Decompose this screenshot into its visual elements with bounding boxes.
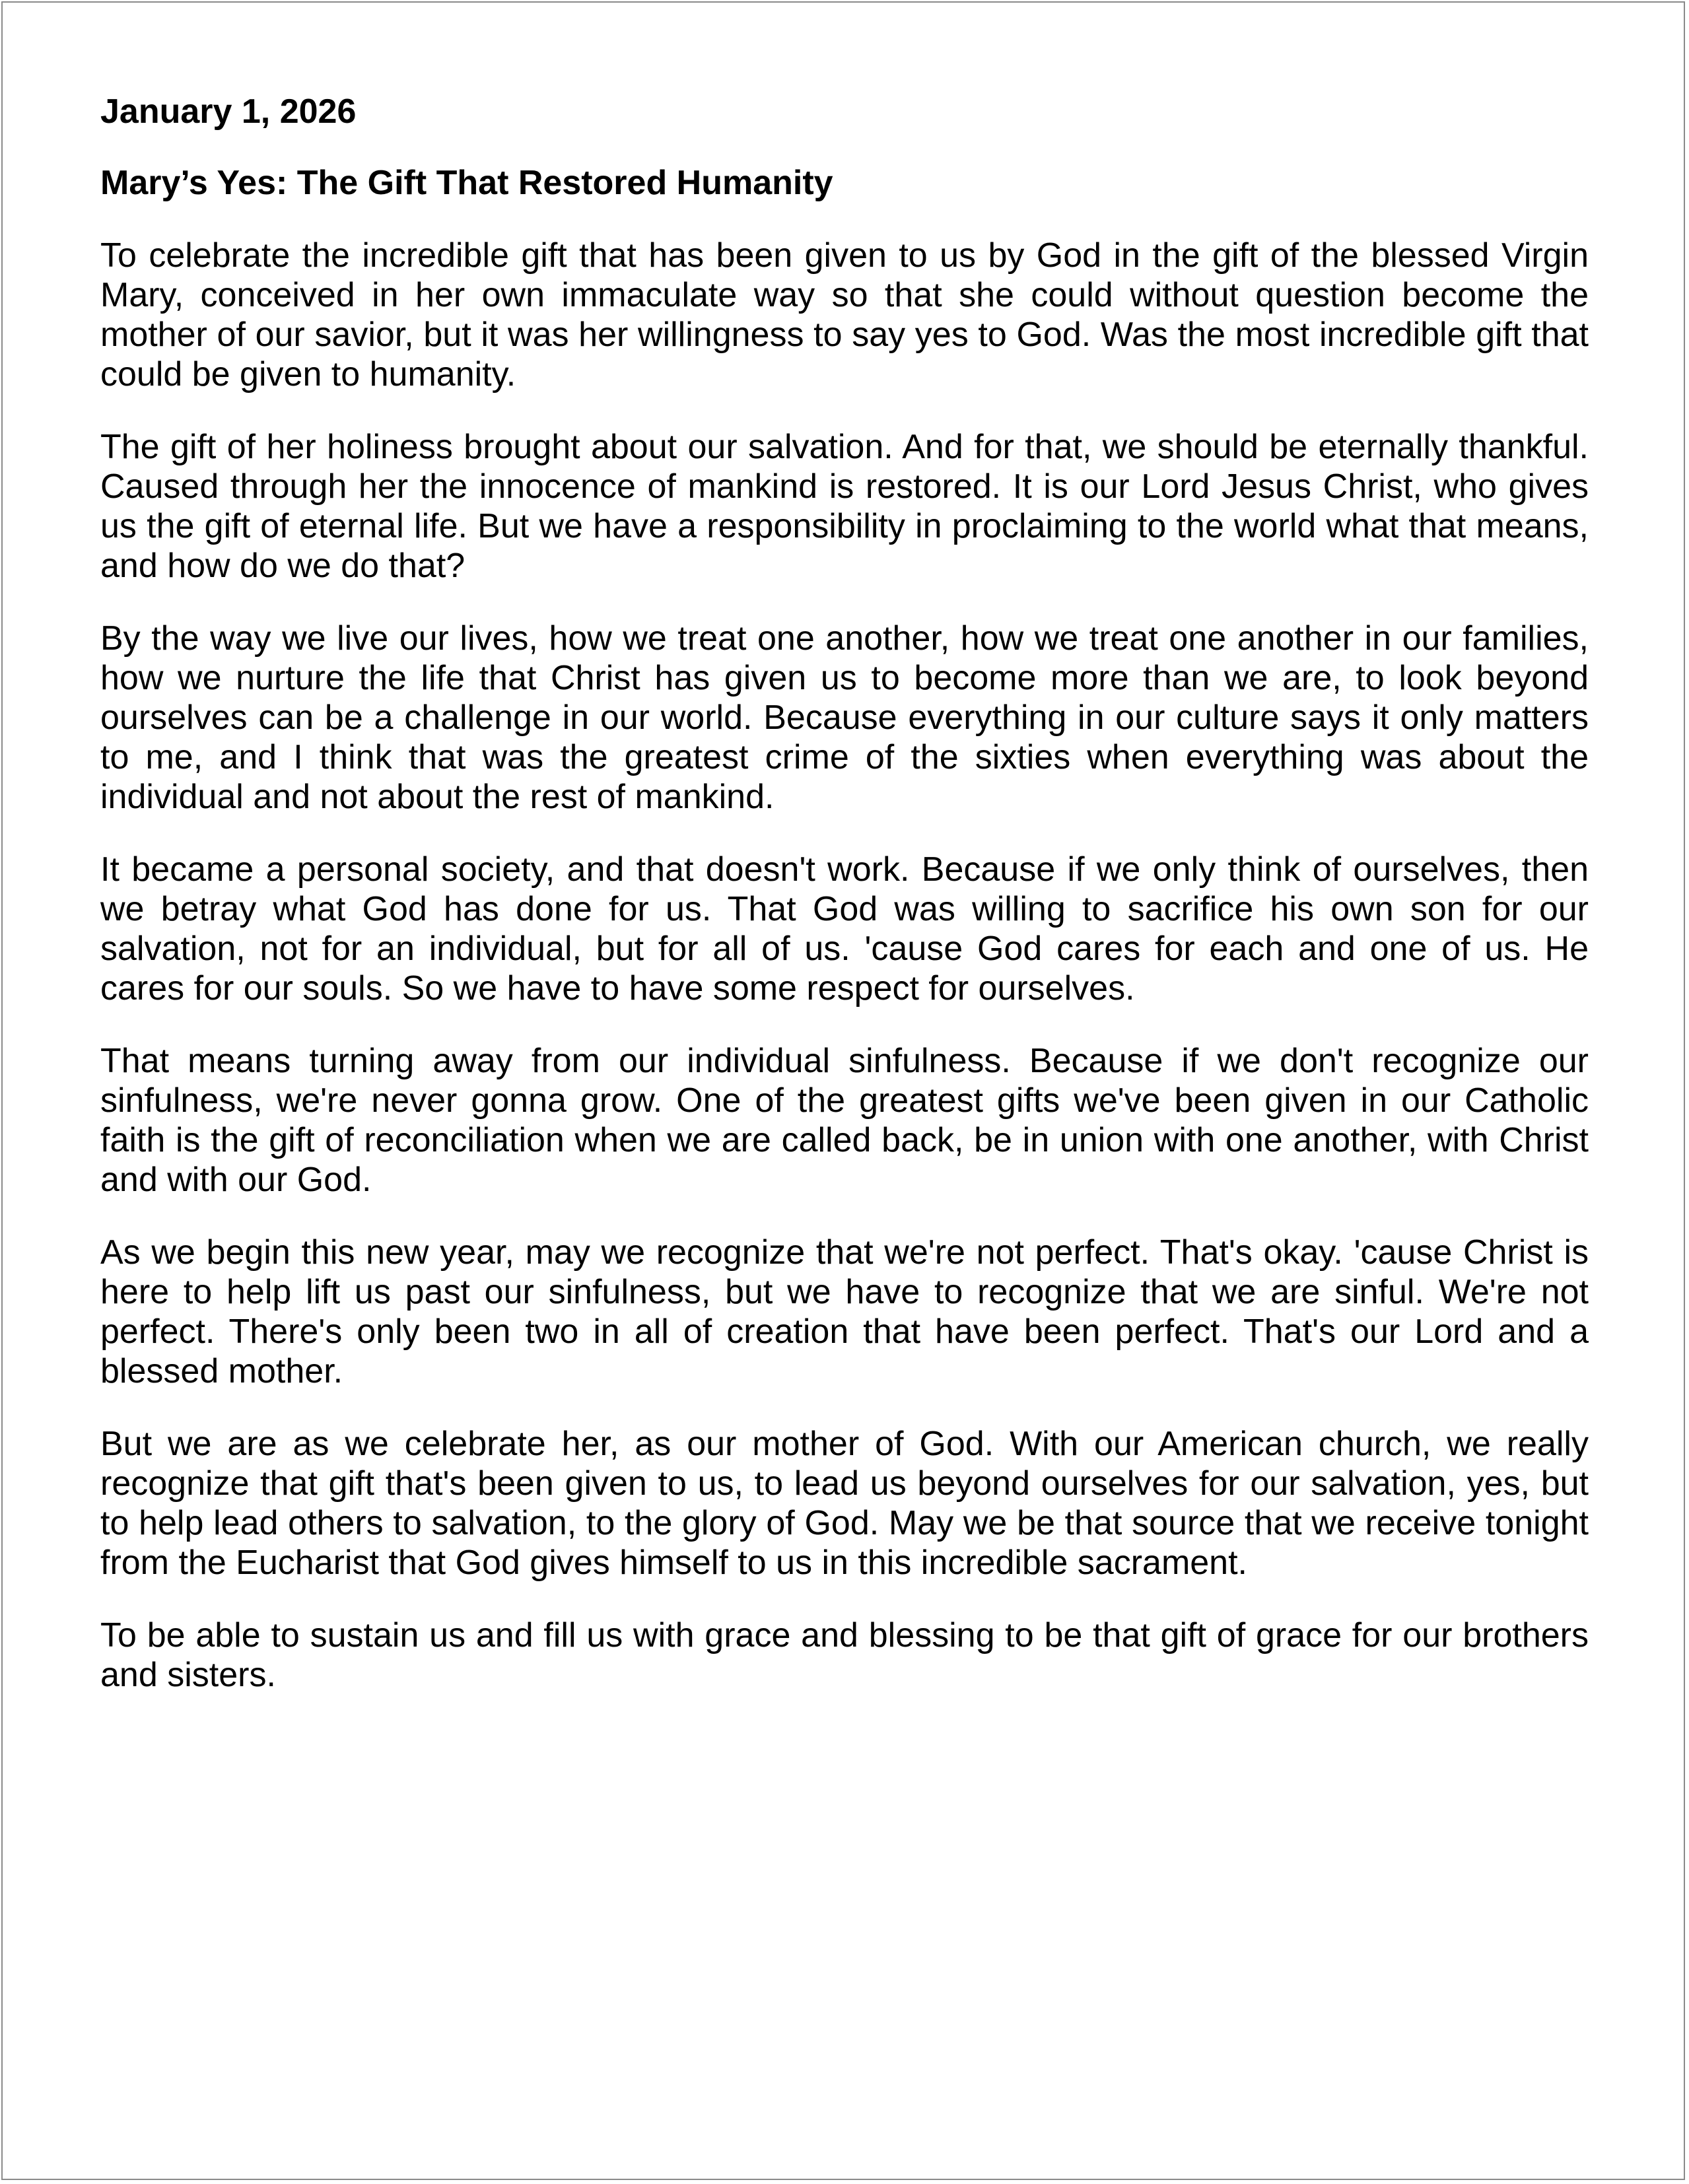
paragraph: That means turning away from our individual sinfulness. Because if we don't recognize our sinfulness, we're never gonna grow. One of the greatest gifts we've been given in our Catholic faith is the gift of reconciliation when we are called back, be in union with one another, with Christ and with our God.	[100, 1042, 1589, 1199]
document-title: Mary’s Yes: The Gift That Restored Humanity	[100, 164, 833, 202]
paragraph: It became a personal society, and that doesn't work. Because if we only think of ourselves, then we betray what God has done for us. That God was willing to sacrifice his own son for our salvation, not for an individual, but for all of us. 'cause God cares for each and one of us. He cares for our souls. So we have to have some respect for ourselves.	[100, 850, 1589, 1007]
paragraph: As we begin this new year, may we recognize that we're not perfect. That's okay. 'cause Christ is here to help lift us past our sinfulness, but we have to recognize that we are sinful. We're not perfect. There's only been two in all of creation that have been perfect. That's our Lord and a blessed mother.	[100, 1233, 1589, 1390]
document-page	[1, 1, 1685, 2180]
paragraph: To celebrate the incredible gift that has been given to us by God in the gift of the blessed Virgin Mary, conceived in her own immaculate way so that she could without question become the mother of our savior, but it was her willingness to say yes to God. Was the most incredible gift that could be given to humanity.	[100, 236, 1589, 393]
paragraph: By the way we live our lives, how we treat one another, how we treat one another in our families, how we nurture the life that Christ has given us to become more than we are, to look beyond ourselves can be a challenge in our world. Because everything in our culture says it only matters to me, and I think that was the greatest crime of the sixties when everything was about the individual and not about the rest of mankind.	[100, 619, 1589, 816]
paragraph: To be able to sustain us and fill us with grace and blessing to be that gift of grace for our brothers and sisters.	[100, 1616, 1589, 1694]
document-date: January 1, 2026	[100, 92, 357, 131]
document-body	[100, 92, 1589, 1728]
paragraph: The gift of her holiness brought about our salvation. And for that, we should be eternally thankful. Caused through her the innocence of mankind is restored. It is our Lord Jesus Christ, who gives us the gift of eternal life. But we have a responsibility in proclaiming to the world what that means, and how do we do that?	[100, 428, 1589, 585]
paragraph: But we are as we celebrate her, as our mother of God. With our American church, we really recognize that gift that's been given to us, to lead us beyond ourselves for our salvation, yes, but to help lead others to salvation, to the glory of God. May we be that source that we receive tonight from the Eucharist that God gives himself to us in this incredible sacrament.	[100, 1425, 1589, 1582]
